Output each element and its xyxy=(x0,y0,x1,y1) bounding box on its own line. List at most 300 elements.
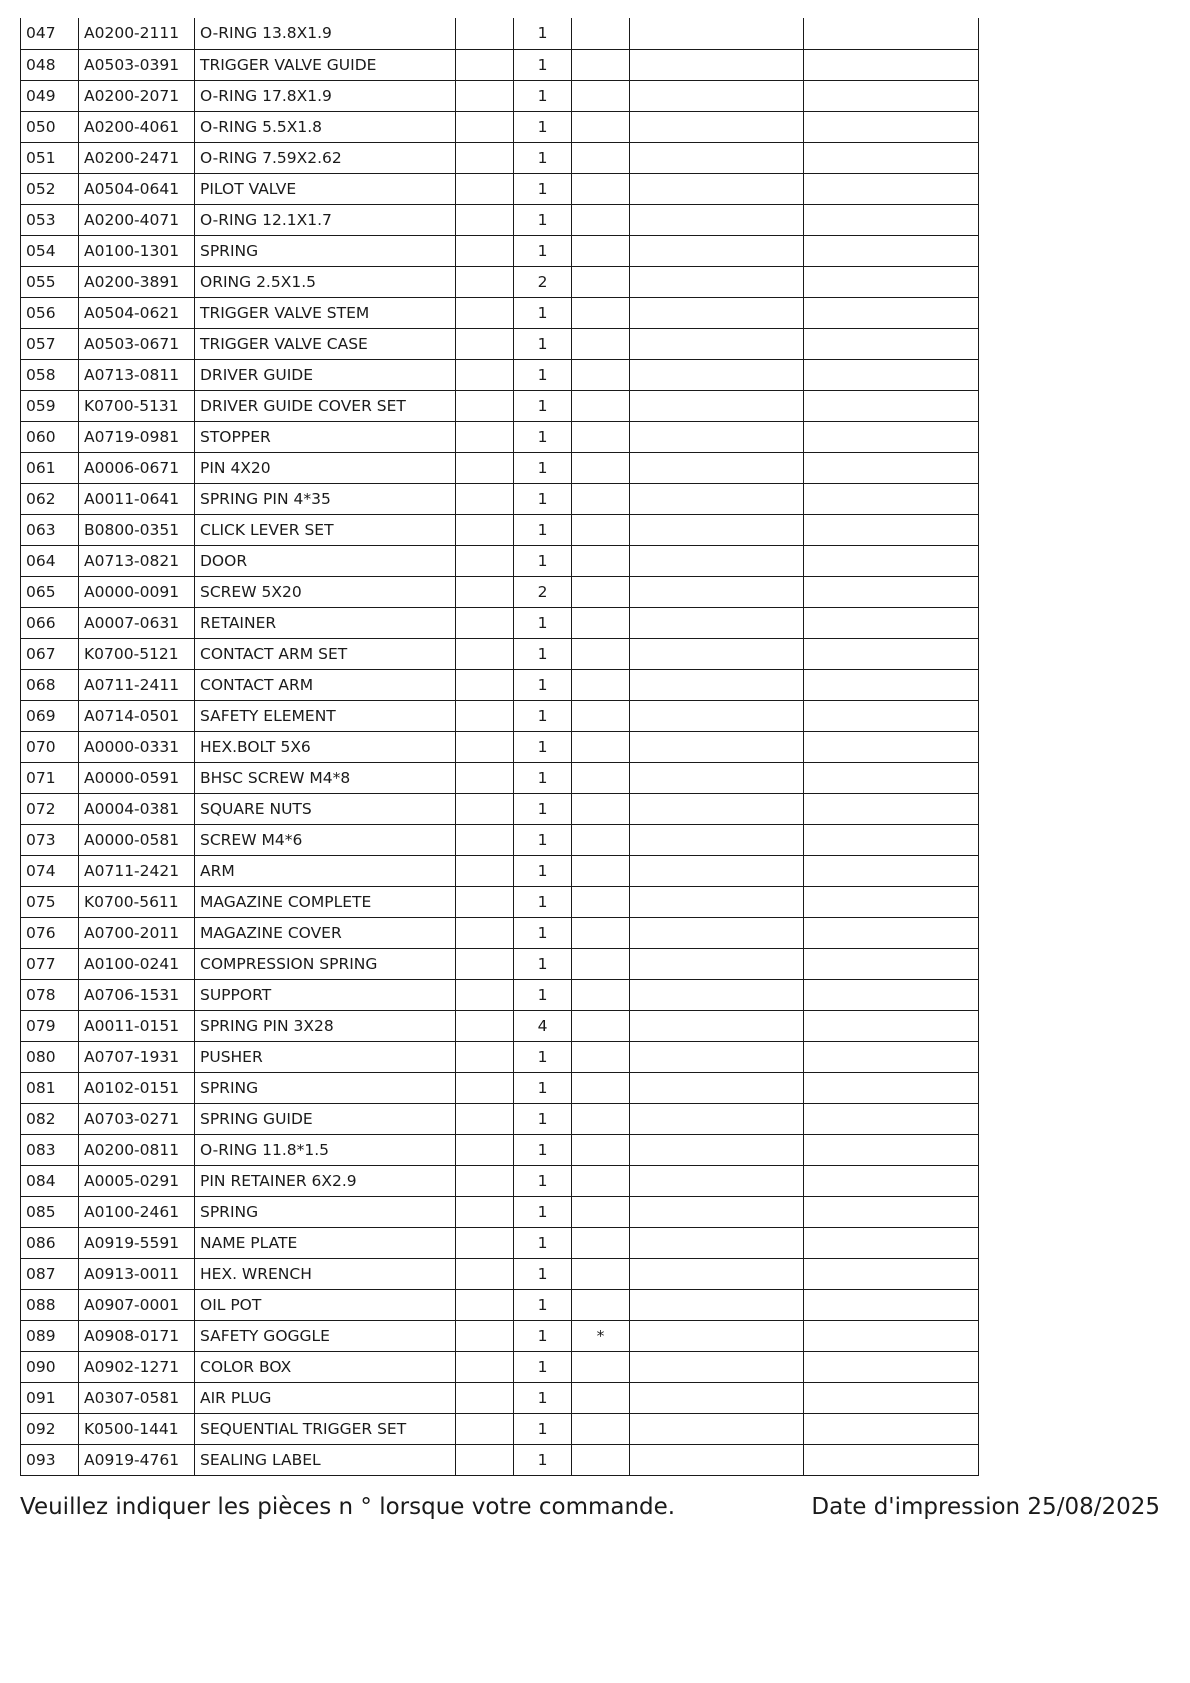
part-number-cell: 056 xyxy=(21,297,79,328)
quantity-cell: 1 xyxy=(514,1196,572,1227)
part-number-cell: 086 xyxy=(21,1227,79,1258)
mark-cell xyxy=(572,545,630,576)
empty-cell xyxy=(804,1444,979,1475)
description-cell: SPRING GUIDE xyxy=(195,1103,456,1134)
part-number-cell: 077 xyxy=(21,948,79,979)
parts-table xyxy=(20,18,979,1476)
description-cell: PUSHER xyxy=(195,1041,456,1072)
quantity-cell: 1 xyxy=(514,948,572,979)
quantity-cell: 1 xyxy=(514,824,572,855)
empty-cell xyxy=(804,1413,979,1444)
empty-cell xyxy=(456,266,514,297)
mark-cell xyxy=(572,638,630,669)
mark-cell xyxy=(572,1351,630,1382)
description-cell: SPRING xyxy=(195,235,456,266)
table-row xyxy=(21,1072,979,1103)
table-row xyxy=(21,1010,979,1041)
part-code-cell: A0000-0091 xyxy=(79,576,195,607)
empty-cell xyxy=(456,514,514,545)
empty-cell xyxy=(630,80,804,111)
table-row xyxy=(21,1134,979,1165)
table-row xyxy=(21,111,979,142)
table-row xyxy=(21,1351,979,1382)
table-row xyxy=(21,452,979,483)
table-row xyxy=(21,1258,979,1289)
part-number-cell: 070 xyxy=(21,731,79,762)
description-cell: O-RING 12.1X1.7 xyxy=(195,204,456,235)
description-cell: MAGAZINE COMPLETE xyxy=(195,886,456,917)
part-number-cell: 051 xyxy=(21,142,79,173)
empty-cell xyxy=(630,142,804,173)
empty-cell xyxy=(630,514,804,545)
empty-cell xyxy=(456,886,514,917)
empty-cell xyxy=(456,18,514,49)
empty-cell xyxy=(456,731,514,762)
mark-cell xyxy=(572,917,630,948)
empty-cell xyxy=(630,762,804,793)
part-code-cell: A0307-0581 xyxy=(79,1382,195,1413)
part-number-cell: 073 xyxy=(21,824,79,855)
part-code-cell: A0908-0171 xyxy=(79,1320,195,1351)
table-row xyxy=(21,979,979,1010)
description-cell: PIN RETAINER 6X2.9 xyxy=(195,1165,456,1196)
quantity-cell: 1 xyxy=(514,979,572,1010)
mark-cell xyxy=(572,1072,630,1103)
empty-cell xyxy=(630,1382,804,1413)
empty-cell xyxy=(630,917,804,948)
quantity-cell: 2 xyxy=(514,266,572,297)
part-code-cell: A0913-0011 xyxy=(79,1258,195,1289)
mark-cell xyxy=(572,1010,630,1041)
table-row xyxy=(21,328,979,359)
empty-cell xyxy=(630,111,804,142)
empty-cell xyxy=(456,1165,514,1196)
mark-cell xyxy=(572,18,630,49)
empty-cell xyxy=(804,545,979,576)
empty-cell xyxy=(456,1258,514,1289)
empty-cell xyxy=(630,1258,804,1289)
mark-cell xyxy=(572,855,630,886)
empty-cell xyxy=(456,1413,514,1444)
empty-cell xyxy=(630,638,804,669)
empty-cell xyxy=(630,359,804,390)
quantity-cell: 1 xyxy=(514,80,572,111)
quantity-cell: 1 xyxy=(514,1103,572,1134)
description-cell: TRIGGER VALVE STEM xyxy=(195,297,456,328)
description-cell: ORING 2.5X1.5 xyxy=(195,266,456,297)
empty-cell xyxy=(456,1382,514,1413)
quantity-cell: 1 xyxy=(514,762,572,793)
table-row xyxy=(21,80,979,111)
empty-cell xyxy=(630,483,804,514)
quantity-cell: 1 xyxy=(514,142,572,173)
description-cell: SPRING xyxy=(195,1196,456,1227)
empty-cell xyxy=(630,328,804,359)
quantity-cell: 1 xyxy=(514,483,572,514)
empty-cell xyxy=(456,80,514,111)
part-code-cell: A0011-0641 xyxy=(79,483,195,514)
part-number-cell: 093 xyxy=(21,1444,79,1475)
table-row xyxy=(21,700,979,731)
part-code-cell: K0700-5121 xyxy=(79,638,195,669)
part-number-cell: 071 xyxy=(21,762,79,793)
empty-cell xyxy=(804,1165,979,1196)
empty-cell xyxy=(804,359,979,390)
empty-cell xyxy=(630,1351,804,1382)
table-row xyxy=(21,514,979,545)
quantity-cell: 1 xyxy=(514,669,572,700)
part-number-cell: 080 xyxy=(21,1041,79,1072)
part-code-cell: A0707-1931 xyxy=(79,1041,195,1072)
empty-cell xyxy=(456,855,514,886)
part-number-cell: 066 xyxy=(21,607,79,638)
part-code-cell: A0700-2011 xyxy=(79,917,195,948)
empty-cell xyxy=(456,1351,514,1382)
quantity-cell: 1 xyxy=(514,1134,572,1165)
description-cell: SEQUENTIAL TRIGGER SET xyxy=(195,1413,456,1444)
quantity-cell: 1 xyxy=(514,297,572,328)
empty-cell xyxy=(456,452,514,483)
part-code-cell: A0503-0391 xyxy=(79,49,195,80)
empty-cell xyxy=(456,142,514,173)
empty-cell xyxy=(804,1072,979,1103)
empty-cell xyxy=(456,390,514,421)
empty-cell xyxy=(456,979,514,1010)
part-number-cell: 083 xyxy=(21,1134,79,1165)
part-number-cell: 085 xyxy=(21,1196,79,1227)
table-row xyxy=(21,235,979,266)
parts-table-body xyxy=(21,18,979,1475)
table-row xyxy=(21,886,979,917)
mark-cell xyxy=(572,1289,630,1320)
mark-cell: * xyxy=(572,1320,630,1351)
empty-cell xyxy=(456,700,514,731)
empty-cell xyxy=(804,266,979,297)
mark-cell xyxy=(572,483,630,514)
quantity-cell: 1 xyxy=(514,1041,572,1072)
description-cell: O-RING 17.8X1.9 xyxy=(195,80,456,111)
table-row xyxy=(21,638,979,669)
empty-cell xyxy=(804,297,979,328)
table-row xyxy=(21,1382,979,1413)
empty-cell xyxy=(804,1289,979,1320)
empty-cell xyxy=(804,793,979,824)
table-row xyxy=(21,1103,979,1134)
part-code-cell: K0500-1441 xyxy=(79,1413,195,1444)
empty-cell xyxy=(456,793,514,824)
table-row xyxy=(21,173,979,204)
empty-cell xyxy=(630,297,804,328)
quantity-cell: 1 xyxy=(514,607,572,638)
part-code-cell: A0000-0591 xyxy=(79,762,195,793)
quantity-cell: 1 xyxy=(514,1351,572,1382)
empty-cell xyxy=(456,173,514,204)
empty-cell xyxy=(804,1227,979,1258)
mark-cell xyxy=(572,235,630,266)
empty-cell xyxy=(804,1103,979,1134)
empty-cell xyxy=(804,328,979,359)
part-code-cell: A0503-0671 xyxy=(79,328,195,359)
description-cell: O-RING 5.5X1.8 xyxy=(195,111,456,142)
description-cell: STOPPER xyxy=(195,421,456,452)
empty-cell xyxy=(804,979,979,1010)
empty-cell xyxy=(456,483,514,514)
mark-cell xyxy=(572,359,630,390)
empty-cell xyxy=(630,1072,804,1103)
empty-cell xyxy=(630,1289,804,1320)
part-code-cell: A0200-2111 xyxy=(79,18,195,49)
part-number-cell: 053 xyxy=(21,204,79,235)
part-code-cell: A0000-0331 xyxy=(79,731,195,762)
empty-cell xyxy=(456,328,514,359)
mark-cell xyxy=(572,421,630,452)
table-row xyxy=(21,669,979,700)
description-cell: SEALING LABEL xyxy=(195,1444,456,1475)
mark-cell xyxy=(572,1444,630,1475)
description-cell: PILOT VALVE xyxy=(195,173,456,204)
part-number-cell: 084 xyxy=(21,1165,79,1196)
part-code-cell: A0000-0581 xyxy=(79,824,195,855)
table-row xyxy=(21,1413,979,1444)
mark-cell xyxy=(572,297,630,328)
empty-cell xyxy=(630,452,804,483)
description-cell: SPRING xyxy=(195,1072,456,1103)
part-number-cell: 052 xyxy=(21,173,79,204)
description-cell: DRIVER GUIDE xyxy=(195,359,456,390)
table-row xyxy=(21,855,979,886)
part-code-cell: A0200-3891 xyxy=(79,266,195,297)
mark-cell xyxy=(572,80,630,111)
part-number-cell: 054 xyxy=(21,235,79,266)
empty-cell xyxy=(804,638,979,669)
empty-cell xyxy=(456,359,514,390)
part-number-cell: 059 xyxy=(21,390,79,421)
empty-cell xyxy=(456,1103,514,1134)
empty-cell xyxy=(456,607,514,638)
empty-cell xyxy=(804,483,979,514)
part-code-cell: A0711-2411 xyxy=(79,669,195,700)
empty-cell xyxy=(456,948,514,979)
description-cell: DOOR xyxy=(195,545,456,576)
mark-cell xyxy=(572,700,630,731)
quantity-cell: 1 xyxy=(514,204,572,235)
description-cell: OIL POT xyxy=(195,1289,456,1320)
empty-cell xyxy=(630,545,804,576)
table-row xyxy=(21,1165,979,1196)
empty-cell xyxy=(630,235,804,266)
mark-cell xyxy=(572,514,630,545)
part-number-cell: 068 xyxy=(21,669,79,700)
empty-cell xyxy=(804,731,979,762)
part-number-cell: 072 xyxy=(21,793,79,824)
empty-cell xyxy=(804,1258,979,1289)
empty-cell xyxy=(804,762,979,793)
part-number-cell: 064 xyxy=(21,545,79,576)
empty-cell xyxy=(456,917,514,948)
empty-cell xyxy=(456,762,514,793)
description-cell: SUPPORT xyxy=(195,979,456,1010)
part-number-cell: 069 xyxy=(21,700,79,731)
empty-cell xyxy=(456,1289,514,1320)
quantity-cell: 1 xyxy=(514,545,572,576)
empty-cell xyxy=(630,700,804,731)
mark-cell xyxy=(572,1041,630,1072)
empty-cell xyxy=(804,49,979,80)
part-number-cell: 049 xyxy=(21,80,79,111)
mark-cell xyxy=(572,49,630,80)
part-number-cell: 047 xyxy=(21,18,79,49)
part-code-cell: A0504-0621 xyxy=(79,297,195,328)
part-code-cell: A0919-5591 xyxy=(79,1227,195,1258)
part-number-cell: 081 xyxy=(21,1072,79,1103)
description-cell: O-RING 13.8X1.9 xyxy=(195,18,456,49)
empty-cell xyxy=(804,1010,979,1041)
empty-cell xyxy=(804,1134,979,1165)
description-cell: SQUARE NUTS xyxy=(195,793,456,824)
empty-cell xyxy=(804,855,979,886)
part-code-cell: A0100-0241 xyxy=(79,948,195,979)
empty-cell xyxy=(630,49,804,80)
empty-cell xyxy=(630,1041,804,1072)
empty-cell xyxy=(804,1041,979,1072)
empty-cell xyxy=(630,669,804,700)
empty-cell xyxy=(456,1134,514,1165)
empty-cell xyxy=(456,1072,514,1103)
quantity-cell: 1 xyxy=(514,700,572,731)
mark-cell xyxy=(572,1103,630,1134)
empty-cell xyxy=(804,421,979,452)
part-code-cell: A0902-1271 xyxy=(79,1351,195,1382)
part-code-cell: A0713-0811 xyxy=(79,359,195,390)
part-code-cell: A0711-2421 xyxy=(79,855,195,886)
quantity-cell: 1 xyxy=(514,328,572,359)
part-code-cell: A0102-0151 xyxy=(79,1072,195,1103)
table-row xyxy=(21,483,979,514)
mark-cell xyxy=(572,204,630,235)
table-row xyxy=(21,576,979,607)
print-date: Date d'impression 25/08/2025 xyxy=(811,1494,1160,1520)
mark-cell xyxy=(572,452,630,483)
mark-cell xyxy=(572,1196,630,1227)
table-row xyxy=(21,607,979,638)
empty-cell xyxy=(630,1444,804,1475)
empty-cell xyxy=(804,80,979,111)
mark-cell xyxy=(572,1258,630,1289)
empty-cell xyxy=(804,824,979,855)
empty-cell xyxy=(630,1227,804,1258)
empty-cell xyxy=(456,297,514,328)
part-code-cell: A0006-0671 xyxy=(79,452,195,483)
empty-cell xyxy=(804,514,979,545)
empty-cell xyxy=(630,886,804,917)
description-cell: CONTACT ARM xyxy=(195,669,456,700)
empty-cell xyxy=(630,1413,804,1444)
quantity-cell: 1 xyxy=(514,1413,572,1444)
part-code-cell: A0011-0151 xyxy=(79,1010,195,1041)
description-cell: CONTACT ARM SET xyxy=(195,638,456,669)
quantity-cell: 1 xyxy=(514,452,572,483)
mark-cell xyxy=(572,979,630,1010)
part-number-cell: 074 xyxy=(21,855,79,886)
empty-cell xyxy=(630,204,804,235)
description-cell: DRIVER GUIDE COVER SET xyxy=(195,390,456,421)
quantity-cell: 2 xyxy=(514,576,572,607)
description-cell: MAGAZINE COVER xyxy=(195,917,456,948)
description-cell: SAFETY GOGGLE xyxy=(195,1320,456,1351)
mark-cell xyxy=(572,1227,630,1258)
description-cell: TRIGGER VALVE CASE xyxy=(195,328,456,359)
empty-cell xyxy=(804,948,979,979)
quantity-cell: 1 xyxy=(514,359,572,390)
empty-cell xyxy=(804,1320,979,1351)
empty-cell xyxy=(804,669,979,700)
part-code-cell: A0100-2461 xyxy=(79,1196,195,1227)
part-code-cell: A0703-0271 xyxy=(79,1103,195,1134)
table-row xyxy=(21,1444,979,1475)
description-cell: CLICK LEVER SET xyxy=(195,514,456,545)
description-cell: RETAINER xyxy=(195,607,456,638)
part-number-cell: 090 xyxy=(21,1351,79,1382)
part-number-cell: 089 xyxy=(21,1320,79,1351)
part-code-cell: A0919-4761 xyxy=(79,1444,195,1475)
table-row xyxy=(21,390,979,421)
empty-cell xyxy=(456,421,514,452)
table-row xyxy=(21,49,979,80)
description-cell: HEX.BOLT 5X6 xyxy=(195,731,456,762)
empty-cell xyxy=(630,266,804,297)
empty-cell xyxy=(804,142,979,173)
part-number-cell: 076 xyxy=(21,917,79,948)
empty-cell xyxy=(630,607,804,638)
description-cell: O-RING 7.59X2.62 xyxy=(195,142,456,173)
empty-cell xyxy=(804,607,979,638)
part-number-cell: 050 xyxy=(21,111,79,142)
table-row xyxy=(21,297,979,328)
part-code-cell: A0007-0631 xyxy=(79,607,195,638)
empty-cell xyxy=(630,824,804,855)
description-cell: SCREW 5X20 xyxy=(195,576,456,607)
quantity-cell: 1 xyxy=(514,1227,572,1258)
empty-cell xyxy=(630,18,804,49)
empty-cell xyxy=(456,669,514,700)
part-number-cell: 087 xyxy=(21,1258,79,1289)
quantity-cell: 1 xyxy=(514,49,572,80)
part-number-cell: 078 xyxy=(21,979,79,1010)
empty-cell xyxy=(630,1134,804,1165)
empty-cell xyxy=(804,111,979,142)
quantity-cell: 1 xyxy=(514,421,572,452)
table-row xyxy=(21,204,979,235)
part-number-cell: 058 xyxy=(21,359,79,390)
part-code-cell: A0200-4061 xyxy=(79,111,195,142)
empty-cell xyxy=(804,204,979,235)
quantity-cell: 1 xyxy=(514,1072,572,1103)
mark-cell xyxy=(572,173,630,204)
table-row xyxy=(21,948,979,979)
mark-cell xyxy=(572,266,630,297)
empty-cell xyxy=(456,638,514,669)
description-cell: SPRING PIN 3X28 xyxy=(195,1010,456,1041)
empty-cell xyxy=(804,390,979,421)
description-cell: TRIGGER VALVE GUIDE xyxy=(195,49,456,80)
mark-cell xyxy=(572,669,630,700)
empty-cell xyxy=(456,235,514,266)
description-cell: HEX. WRENCH xyxy=(195,1258,456,1289)
description-cell: SAFETY ELEMENT xyxy=(195,700,456,731)
order-instruction-note: Veuillez indiquer les pièces n ° lorsque votre commande. xyxy=(20,1494,676,1520)
part-number-cell: 088 xyxy=(21,1289,79,1320)
quantity-cell: 1 xyxy=(514,917,572,948)
